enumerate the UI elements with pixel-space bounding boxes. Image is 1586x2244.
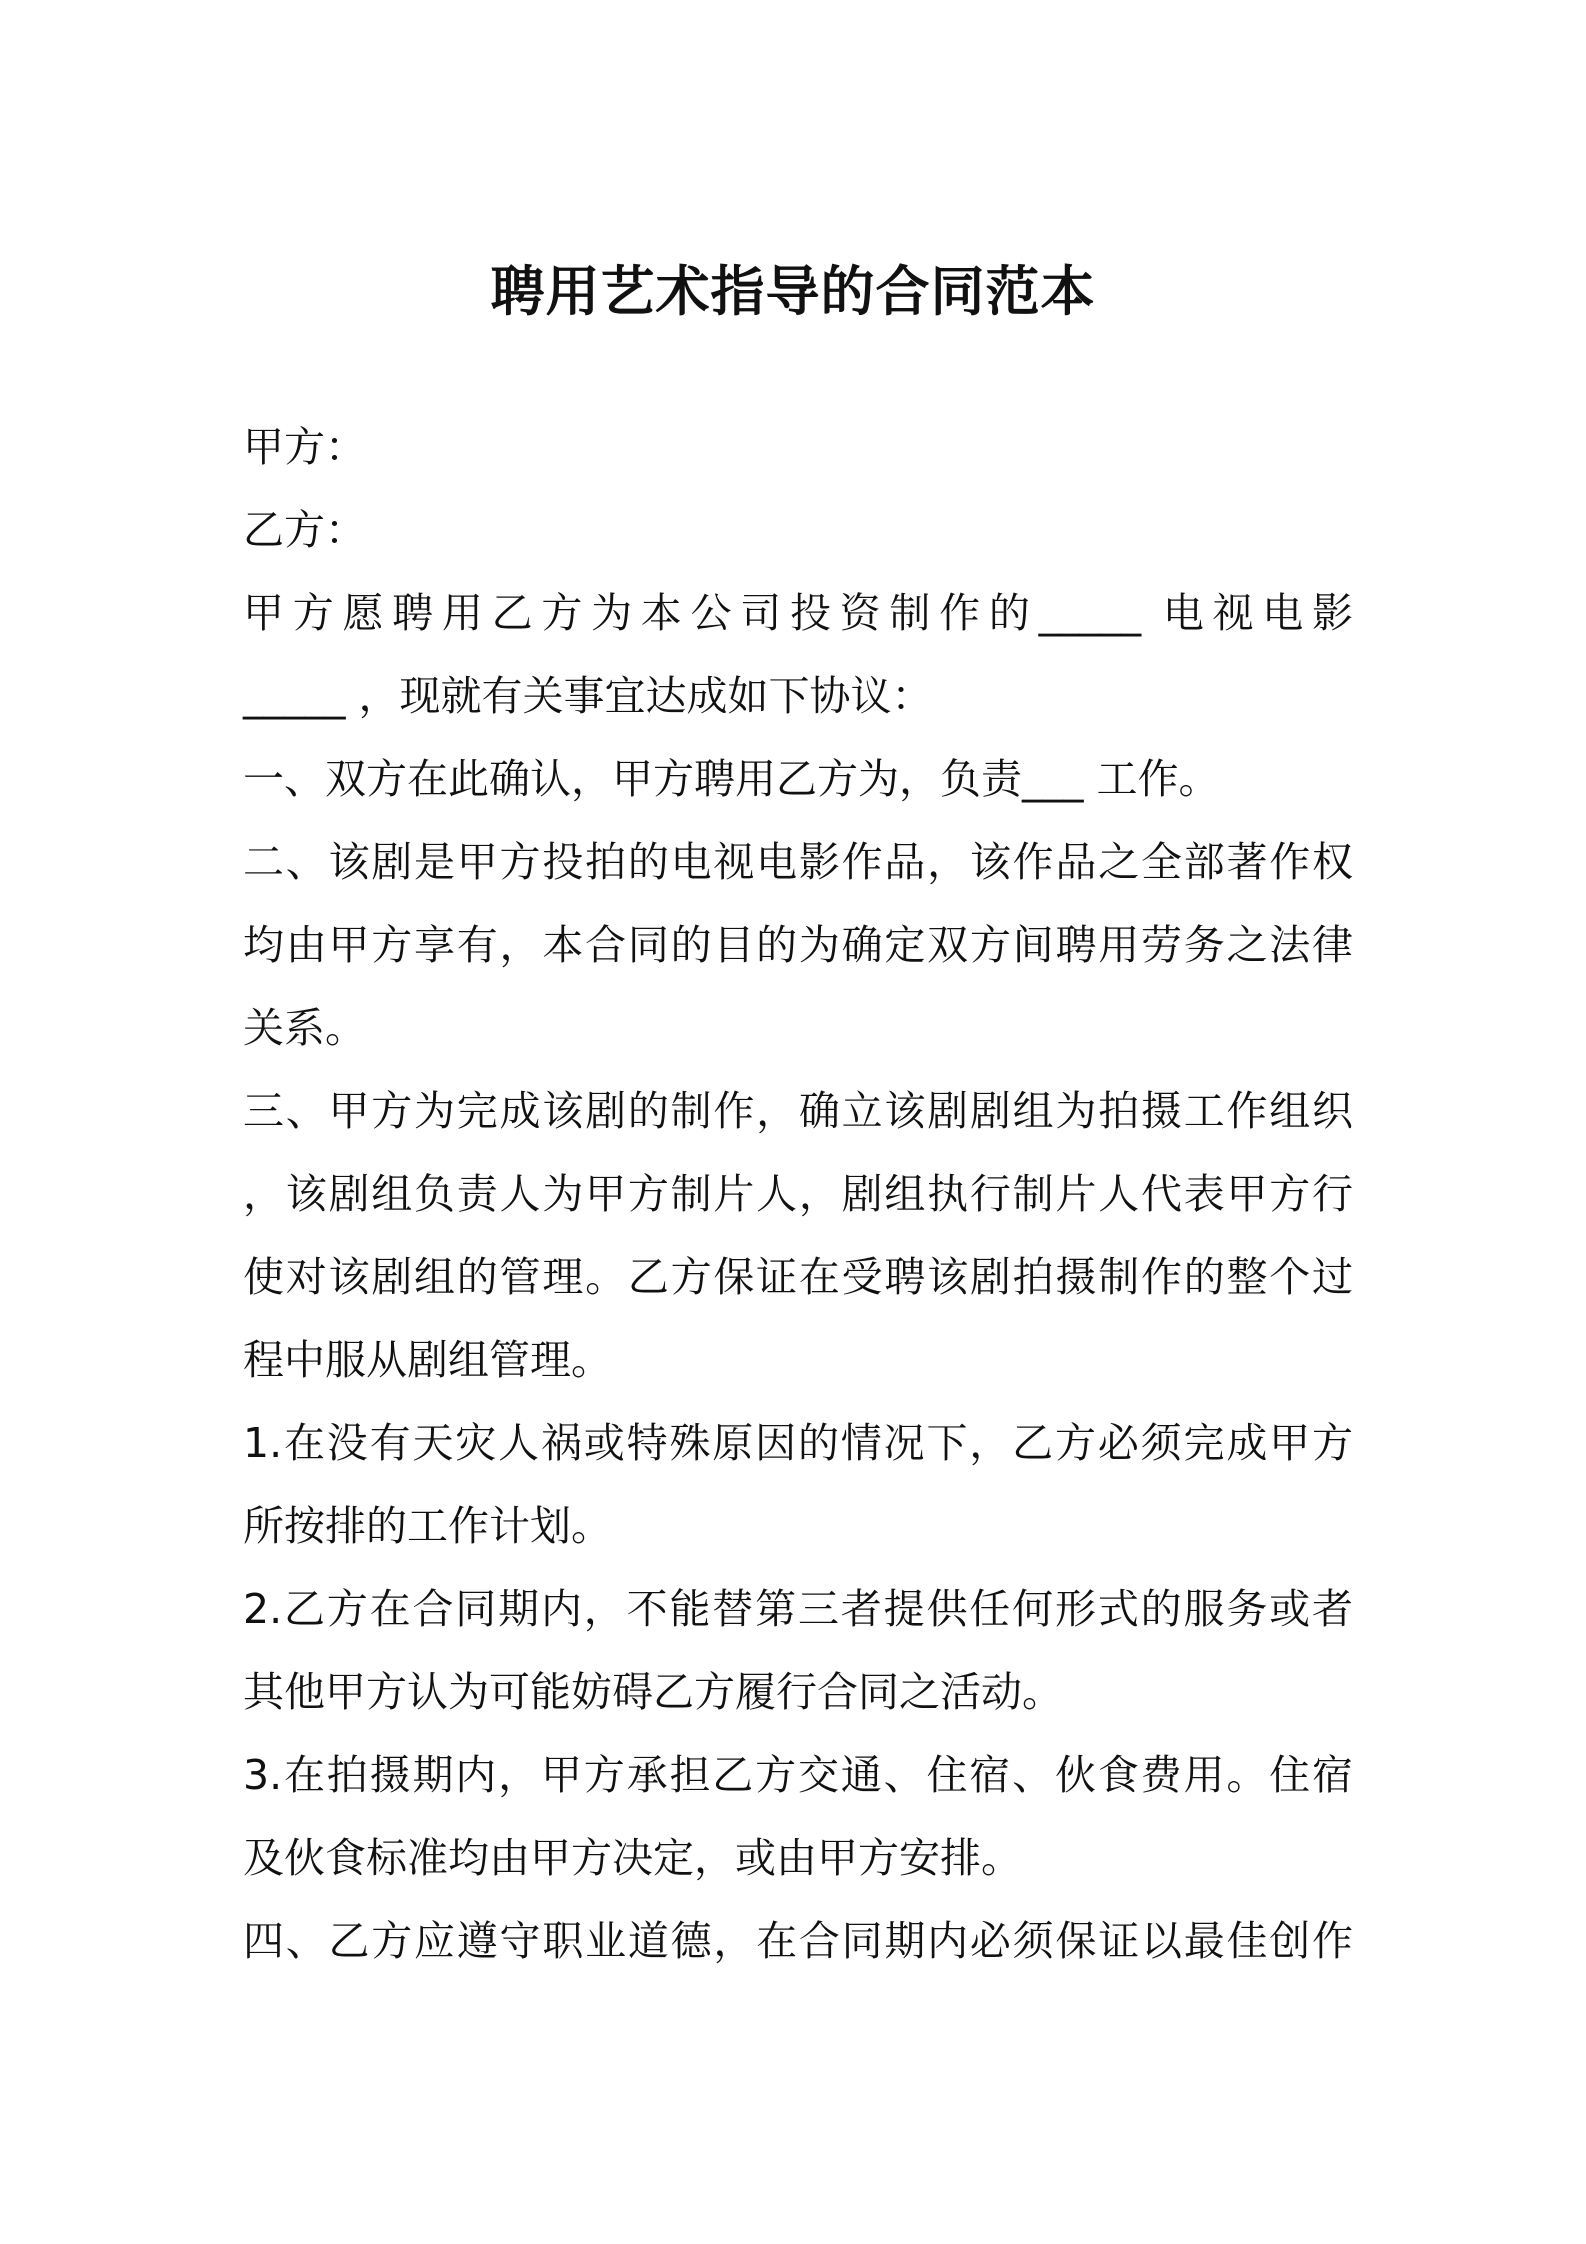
subclause-1-line: 所按排的工作计划。 (243, 1502, 612, 1550)
clause-3-line: ，该剧组负责人为甲方制片人，剧组执行制片人代表甲方行 (243, 1170, 1353, 1218)
subclause-2-line: 2.乙方在合同期内，不能替第三者提供任何形式的服务或者 (243, 1585, 1353, 1633)
subclause-2-line: 其他甲方认为可能妨碍乙方履行合同之活动。 (243, 1668, 1063, 1716)
document-title: 聘用艺术指导的合同范本 (490, 260, 1096, 323)
clause-1-line: 一、双方在此确认，甲方聘用乙方为，负责___ 工作。 (243, 755, 1220, 803)
paragraph-line: _____ ，现就有关事宜达成如下协议： (243, 672, 933, 720)
clause-3-line: 三、甲方为完成该剧的制作，确立该剧剧组为拍摄工作组织 (243, 1087, 1353, 1135)
clause-2-line: 关系。 (243, 1004, 366, 1052)
clause-2-line: 均由甲方享有，本合同的目的为确定双方间聘用劳务之法律 (243, 921, 1353, 969)
document-body (243, 406, 1353, 1983)
subclause-3-line: 3.在拍摄期内，甲方承担乙方交通、住宿、伙食费用。住宿 (243, 1751, 1353, 1799)
clause-4-line: 四、乙方应遵守职业道德，在合同期内必须保证以最佳创作 (243, 1917, 1353, 1965)
subclause-1-line: 1.在没有天灾人祸或特殊原因的情况下，乙方必须完成甲方 (243, 1419, 1353, 1467)
party-a-line: 甲方： (243, 423, 366, 471)
party-b-line: 乙方： (243, 506, 366, 554)
clause-2-line: 二、该剧是甲方投拍的电视电影作品，该作品之全部著作权 (243, 838, 1353, 886)
clause-3-line: 程中服从剧组管理。 (243, 1336, 612, 1384)
clause-3-line: 使对该剧组的管理。乙方保证在受聘该剧拍摄制作的整个过 (243, 1253, 1353, 1301)
paragraph-line: 甲方愿聘用乙方为本公司投资制作的_____ 电视电影 (243, 589, 1353, 637)
subclause-3-line: 及伙食标准均由甲方决定，或由甲方安排。 (243, 1834, 1022, 1882)
